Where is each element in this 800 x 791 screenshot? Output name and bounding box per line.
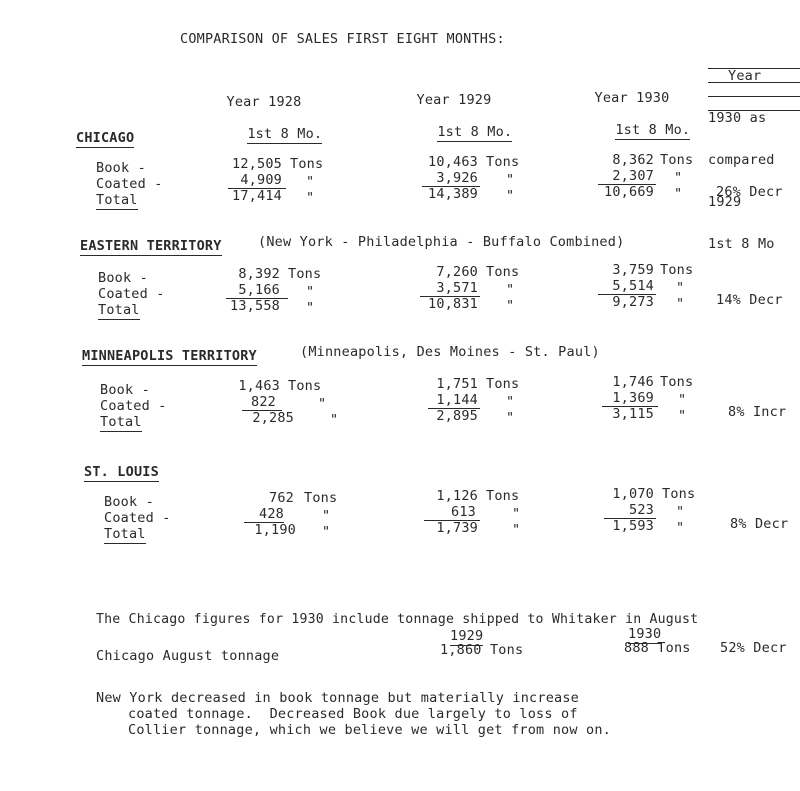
section-note: (Minneapolis, Des Moines - St. Paul) bbox=[300, 344, 600, 360]
ditto-mark: " bbox=[330, 412, 339, 428]
unit-tons: Tons bbox=[486, 264, 520, 280]
header-1929-line1: Year 1929 bbox=[416, 92, 492, 108]
unit-tons: Tons bbox=[288, 266, 322, 282]
value-cell: 7,260 bbox=[436, 264, 478, 280]
ditto-mark: " bbox=[506, 282, 515, 298]
comparison-value: 8% Decr bbox=[730, 516, 789, 532]
ditto-mark: " bbox=[506, 394, 515, 410]
ditto-mark: " bbox=[674, 186, 683, 202]
ditto-mark: " bbox=[306, 190, 315, 206]
value-cell: 9,273 bbox=[612, 294, 654, 310]
ditto-mark: " bbox=[676, 504, 685, 520]
row-label-total: Total bbox=[100, 414, 142, 430]
unit-tons: Tons bbox=[660, 152, 694, 168]
unit-tons: Tons bbox=[486, 376, 520, 392]
unit-tons: Tons bbox=[486, 488, 520, 504]
section-heading-st-louis: ST. LOUIS bbox=[84, 464, 159, 480]
closing-paragraph-line: Collier tonnage, which we believe we will get from now on. bbox=[128, 722, 612, 738]
row-label-coated: Coated - bbox=[100, 398, 167, 414]
comparison-value: 14% Decr bbox=[716, 292, 783, 308]
value-cell: 1,463 bbox=[238, 378, 280, 394]
value-cell: 4,909 bbox=[240, 172, 282, 188]
value-cell: 14,389 bbox=[428, 186, 478, 202]
ditto-mark: " bbox=[676, 296, 685, 312]
value-cell: 1,369 bbox=[612, 390, 654, 406]
header-comparison-line3: compared bbox=[708, 152, 775, 168]
august-value-1930: 888 Tons bbox=[624, 640, 691, 656]
value-cell: 8,392 bbox=[238, 266, 280, 282]
ditto-mark: " bbox=[512, 506, 521, 522]
header-1928 bbox=[214, 62, 323, 160]
value-cell: 5,514 bbox=[612, 278, 654, 294]
ditto-mark: " bbox=[678, 392, 687, 408]
august-value-1929: 1,860 Tons bbox=[440, 642, 524, 658]
header-1929-line2: 1st 8 Mo. bbox=[437, 124, 513, 140]
row-label-total: Total bbox=[96, 192, 138, 208]
row-label-coated: Coated - bbox=[96, 176, 163, 192]
header-comparison-rule bbox=[708, 96, 800, 97]
header-comparison bbox=[708, 41, 775, 279]
header-1928-line2: 1st 8 Mo. bbox=[247, 126, 323, 142]
value-cell: 1,751 bbox=[436, 376, 478, 392]
row-label-coated: Coated - bbox=[104, 510, 171, 526]
header-1930 bbox=[582, 58, 691, 156]
header-comparison-rule bbox=[708, 82, 800, 83]
unit-tons: Tons bbox=[304, 490, 338, 506]
value-cell: 10,669 bbox=[604, 184, 654, 200]
ditto-mark: " bbox=[506, 188, 515, 204]
header-1929 bbox=[404, 60, 513, 158]
row-label-book: Book - bbox=[100, 382, 150, 398]
ditto-mark: " bbox=[306, 174, 315, 190]
row-label-total: Total bbox=[98, 302, 140, 318]
unit-tons: Tons bbox=[660, 262, 694, 278]
header-comparison-rule bbox=[708, 68, 800, 69]
ditto-mark: " bbox=[674, 170, 683, 186]
value-cell: 17,414 bbox=[232, 188, 282, 204]
ditto-mark: " bbox=[506, 172, 515, 188]
value-cell: 3,926 bbox=[436, 170, 478, 186]
value-cell: 1,739 bbox=[436, 520, 478, 536]
unit-tons: Tons bbox=[662, 486, 696, 502]
row-label-book: Book - bbox=[96, 160, 146, 176]
header-comparison-line4: 1929 bbox=[708, 194, 742, 210]
value-cell: 2,307 bbox=[612, 168, 654, 184]
ditto-mark: " bbox=[506, 298, 515, 314]
value-cell: 3,759 bbox=[612, 262, 654, 278]
value-cell: 3,115 bbox=[612, 406, 654, 422]
row-label-total: Total bbox=[104, 526, 146, 542]
header-comparison-line1: Year bbox=[728, 68, 762, 84]
august-label: Chicago August tonnage bbox=[96, 648, 280, 664]
value-cell: 10,831 bbox=[428, 296, 478, 312]
ditto-mark: " bbox=[306, 284, 315, 300]
section-note: (New York - Philadelphia - Buffalo Combined) bbox=[258, 234, 625, 250]
section-heading-minneapolis: MINNEAPOLIS TERRITORY bbox=[82, 348, 257, 364]
august-comparison: 52% Decr bbox=[720, 640, 787, 656]
chicago-note: The Chicago figures for 1930 include tonnage shipped to Whitaker in August bbox=[96, 612, 699, 627]
unit-tons: Tons bbox=[486, 154, 520, 170]
value-cell: 613 bbox=[451, 504, 476, 520]
comparison-value: 26% Decr bbox=[716, 184, 783, 200]
value-cell: 1,746 bbox=[612, 374, 654, 390]
section-heading-chicago: CHICAGO bbox=[76, 130, 135, 146]
ditto-mark: " bbox=[318, 396, 327, 412]
ditto-mark: " bbox=[512, 522, 521, 538]
value-cell: 10,463 bbox=[428, 154, 478, 170]
ditto-mark: " bbox=[678, 408, 687, 424]
header-1930-line1: Year 1930 bbox=[594, 90, 670, 106]
value-cell: 13,558 bbox=[230, 298, 280, 314]
header-comparison-rule bbox=[708, 110, 800, 111]
ditto-mark: " bbox=[676, 280, 685, 296]
unit-tons: Tons bbox=[660, 374, 694, 390]
unit-tons: Tons bbox=[290, 156, 324, 172]
value-cell: 1,070 bbox=[612, 486, 654, 502]
value-cell: 1,190 bbox=[254, 522, 296, 538]
document-title: COMPARISON OF SALES FIRST EIGHT MONTHS: bbox=[180, 31, 505, 47]
ditto-mark: " bbox=[506, 410, 515, 426]
value-cell: 1,144 bbox=[436, 392, 478, 408]
value-cell: 2,285 bbox=[252, 410, 294, 426]
ditto-mark: " bbox=[676, 520, 685, 536]
value-cell: 762 bbox=[269, 490, 294, 506]
row-label-coated: Coated - bbox=[98, 286, 165, 302]
value-cell: 2,895 bbox=[436, 408, 478, 424]
august-year-1930: 1930 bbox=[628, 626, 662, 642]
value-cell: 12,505 bbox=[232, 156, 282, 172]
value-cell: 5,166 bbox=[238, 282, 280, 298]
value-cell: 1,126 bbox=[436, 488, 478, 504]
ditto-mark: " bbox=[306, 300, 315, 316]
unit-tons: Tons bbox=[288, 378, 322, 394]
value-cell: 523 bbox=[629, 502, 654, 518]
ditto-mark: " bbox=[322, 524, 331, 540]
comparison-value: 8% Incr bbox=[728, 404, 787, 420]
value-cell: 3,571 bbox=[436, 280, 478, 296]
ditto-mark: " bbox=[322, 508, 331, 524]
row-label-book: Book - bbox=[98, 270, 148, 286]
closing-paragraph-line: coated tonnage. Decreased Book due largely to loss of bbox=[128, 706, 578, 722]
value-cell: 8,362 bbox=[612, 152, 654, 168]
header-1928-line1: Year 1928 bbox=[226, 94, 302, 110]
header-comparison-line2: 1930 as bbox=[708, 110, 767, 126]
header-1930-line2: 1st 8 Mo. bbox=[615, 122, 691, 138]
section-heading-eastern: EASTERN TERRITORY bbox=[80, 238, 222, 254]
header-comparison-line5: 1st 8 Mo bbox=[708, 236, 775, 252]
row-label-book: Book - bbox=[104, 494, 154, 510]
closing-paragraph-line: New York decreased in book tonnage but materially increase bbox=[96, 690, 580, 706]
value-cell: 428 bbox=[259, 506, 284, 522]
august-year-1929: 1929 bbox=[450, 628, 484, 644]
value-cell: 822 bbox=[251, 394, 276, 410]
value-cell: 1,593 bbox=[612, 518, 654, 534]
